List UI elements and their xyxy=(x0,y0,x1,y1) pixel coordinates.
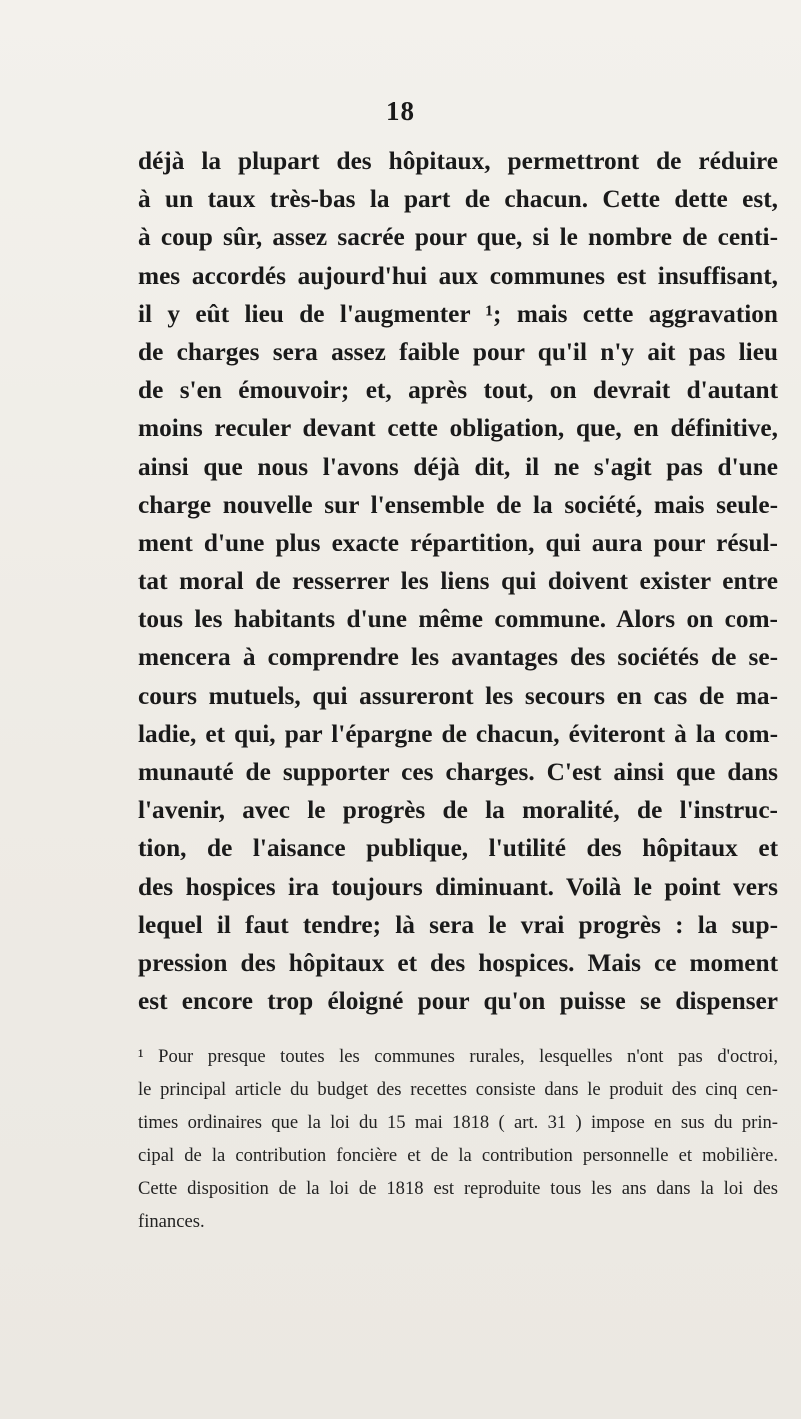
text-line: ment d'une plus exacte répartition, qui aura pour résul- xyxy=(138,528,778,557)
text-line: l'avenir, avec le progrès de la moralité, de l'instruc- xyxy=(138,796,778,825)
body-text xyxy=(138,142,778,1020)
footnote-line: Cette disposition de la loi de 1818 est reproduite tous les ans dans la loi des xyxy=(138,1178,778,1199)
text-line: mencera à comprendre les avantages des sociétés de se- xyxy=(138,643,778,672)
text-line: moins reculer devant cette obligation, que, en définitive, xyxy=(138,414,778,443)
text-line: ainsi que nous l'avons déjà dit, il ne s'agit pas d'une xyxy=(138,452,778,481)
text-line: lequel il faut tendre; là sera le vrai progrès : la sup- xyxy=(138,910,778,939)
text-line: il y eût lieu de l'augmenter ¹; mais cette aggravation xyxy=(138,299,778,328)
text-line: des hospices ira toujours diminuant. Voilà le point vers xyxy=(138,872,778,901)
text-line: ladie, et qui, par l'épargne de chacun, éviteront à la com- xyxy=(138,719,778,748)
text-line: de s'en émouvoir; et, après tout, on devrait d'autant xyxy=(138,376,778,405)
text-line: cours mutuels, qui assureront les secours en cas de ma- xyxy=(138,681,778,710)
text-line: de charges sera assez faible pour qu'il n'y ait pas lieu xyxy=(138,337,778,366)
text-line: charge nouvelle sur l'ensemble de la société, mais seule- xyxy=(138,490,778,519)
footnote-line: cipal de la contribution foncière et de la contribution personnelle et mobilière. xyxy=(138,1145,778,1166)
footnote-line: ¹ Pour presque toutes les communes rurales, lesquelles n'ont pas d'octroi, xyxy=(138,1046,778,1067)
footnote-line: le principal article du budget des recettes consiste dans le produit des cinq cen- xyxy=(138,1079,778,1100)
text-line: est encore trop éloigné pour qu'on puisse se dispenser xyxy=(138,987,778,1016)
text-line: tous les habitants d'une même commune. Alors on com- xyxy=(138,605,778,634)
text-line: déjà la plupart des hôpitaux, permettront de réduire xyxy=(138,147,778,175)
text-line: tat moral de resserrer les liens qui doivent exister entre xyxy=(138,567,778,596)
footnote-line: finances. xyxy=(138,1211,205,1232)
text-line: à un taux très-bas la part de chacun. Cette dette est, xyxy=(138,185,778,214)
text-line: tion, de l'aisance publique, l'utilité des hôpitaux et xyxy=(138,834,778,863)
page-number: 18 xyxy=(386,96,415,126)
footnote xyxy=(138,1040,778,1238)
text-line: mes accordés aujourd'hui aux communes est insuffisant, xyxy=(138,261,778,290)
text-line: pression des hôpitaux et des hospices. Mais ce moment xyxy=(138,948,778,977)
text-line: munauté de supporter ces charges. C'est ainsi que dans xyxy=(138,758,778,786)
text-line: à coup sûr, assez sacrée pour que, si le nombre de centi- xyxy=(138,223,778,252)
footnote-line: times ordinaires que la loi du 15 mai 1818 ( art. 31 ) impose en sus du prin- xyxy=(138,1112,778,1133)
